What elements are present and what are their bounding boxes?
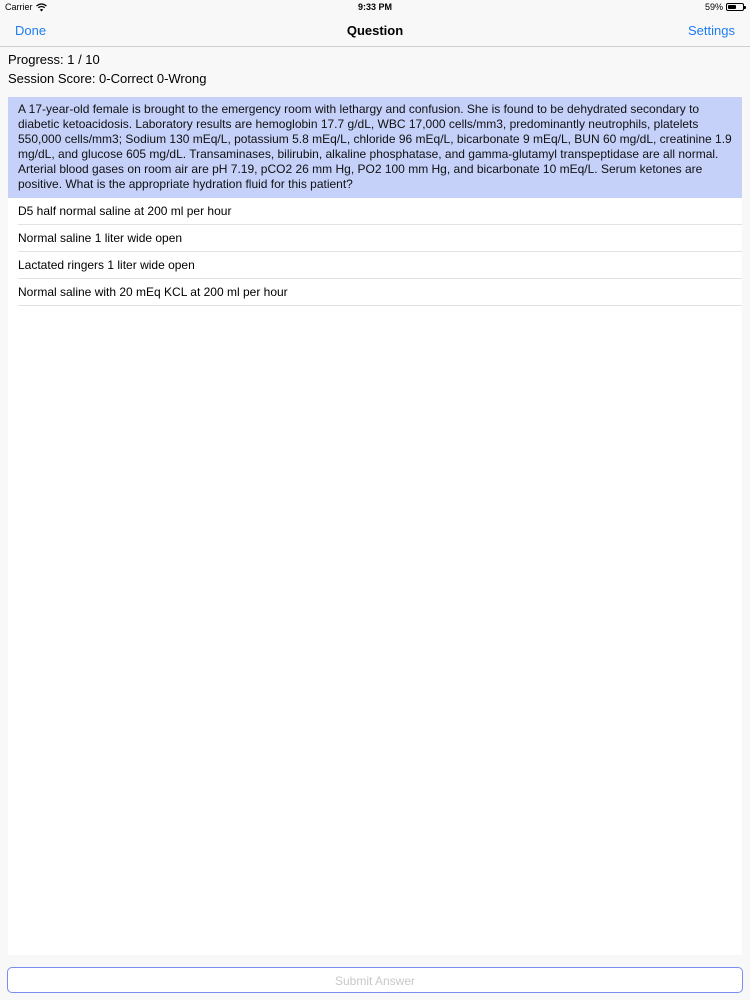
page-title: Question	[346, 23, 404, 38]
session-score-label: Session Score: 0-Correct 0-Wrong	[8, 71, 207, 86]
session-info	[8, 50, 206, 88]
answer-option[interactable]: Lactated ringers 1 liter wide open	[18, 252, 742, 279]
navigation-bar	[0, 15, 750, 47]
answer-options-list	[8, 198, 742, 306]
answer-option[interactable]: Normal saline 1 liter wide open	[18, 225, 742, 252]
question-panel	[8, 97, 742, 955]
battery-percent: 59%	[704, 2, 723, 12]
status-bar	[0, 0, 750, 15]
status-right	[705, 2, 744, 12]
settings-button[interactable]: Settings	[688, 23, 735, 38]
done-button[interactable]: Done	[15, 23, 47, 38]
status-time: 9:33 PM	[357, 2, 392, 12]
question-text: A 17-year-old female is brought to the emergency room with lethargy and confusion. She is found to be dehydrated secondary to diabetic ketoacidosis. Laboratory results are hemoglobin 17.7 g/dL, WBC 17,000 cells/mm3, predominantly neutrophils, platelets 550,000 cells/mm3; Sodium 130 mEq/L, potassium 5.8 mEq/L, chloride 96 mEq/L, bicarbonate 9 mEq/L, BUN 60 mg/dL, creatinine 1.9 mg/dL, and glucose 605 mg/dL. Transaminases, bilirubin, alkaline phosphatase, and gamma-glutamyl transpeptidase are all normal. Arterial blood gases on room air are pH 7.19, pCO2 26 mm Hg, PO2 100 mm Hg, and bicarbonate 10 mEq/L. Serum ketones are positive. What is the appropriate hydration fluid for this patient?	[8, 97, 742, 198]
progress-label: Progress: 1 / 10	[8, 52, 100, 67]
answer-option[interactable]: Normal saline with 20 mEq KCL at 200 ml per hour	[18, 279, 742, 306]
battery-tip	[744, 6, 746, 9]
carrier-label: Carrier	[5, 2, 33, 12]
submit-answer-button[interactable]: Submit Answer	[7, 967, 743, 993]
answer-option[interactable]: D5 half normal saline at 200 ml per hour	[18, 198, 742, 225]
battery-level-fill	[728, 5, 736, 9]
battery-icon	[726, 3, 744, 11]
